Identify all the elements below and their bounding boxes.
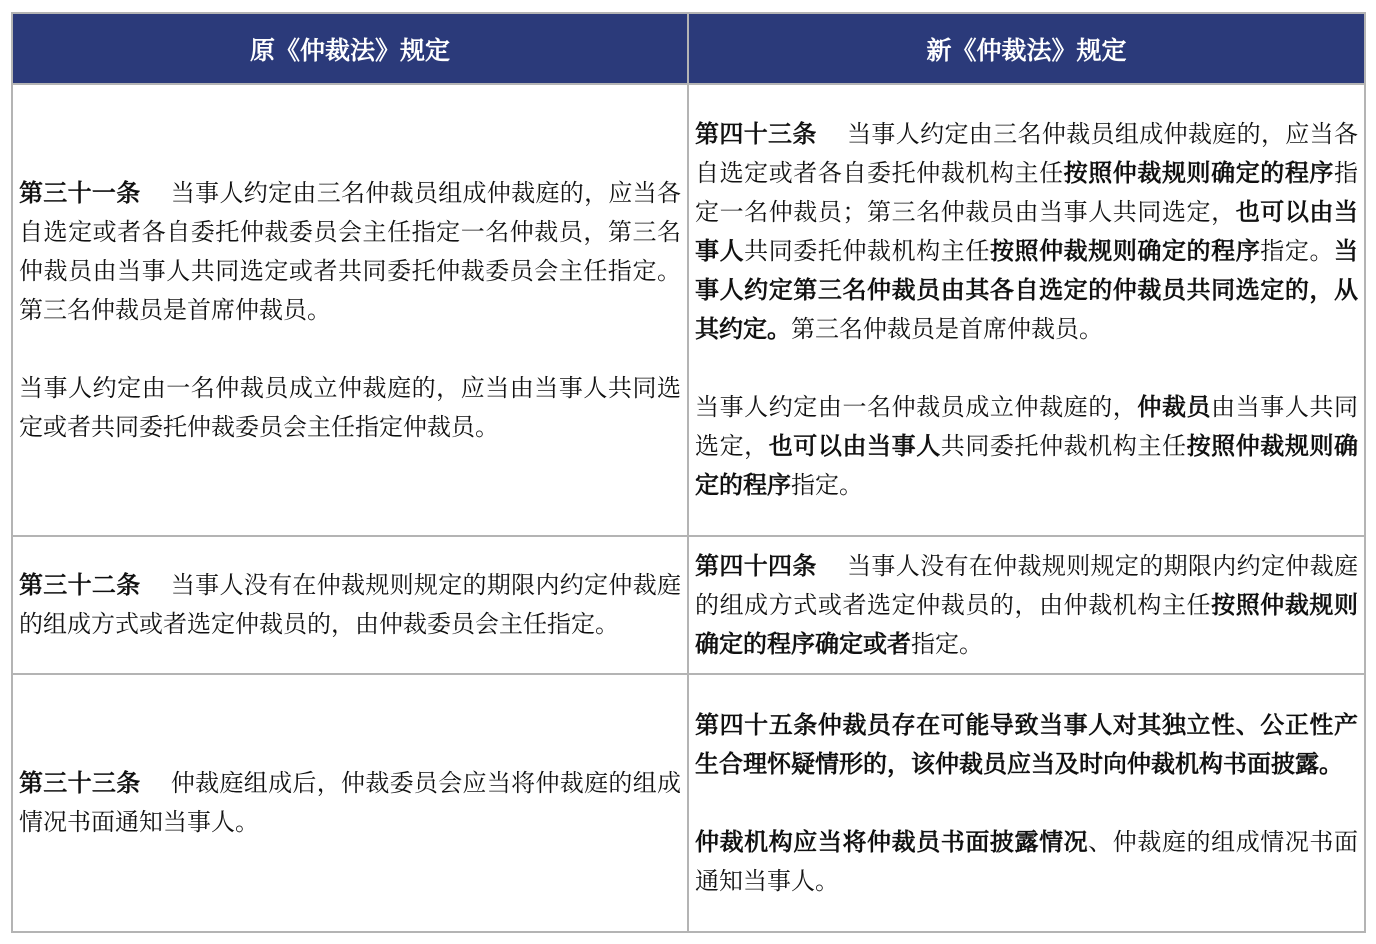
paragraph (695, 706, 1358, 784)
cell-new-article-44 (688, 536, 1365, 674)
text: 由当事人共同选定， (695, 393, 1359, 460)
bold-text: 按照仲裁规则确定的程序确定或者 (695, 590, 1359, 658)
text: 当事人约定由三名仲裁员组成仲裁庭的，应当各自选定或者各自委托仲裁委员会主任指定一名仲裁员，第三名仲裁员由当事人共同选定或者共同委托仲裁委员会主任指定。第三名仲裁员是首席仲裁员。 (19, 178, 682, 324)
bold-text: 第四十五条仲裁员存在可能导致当事人对其独立性、公正性产生合理怀疑情形的，该仲裁员应当及时向仲裁机构书面披露。 (695, 710, 1358, 778)
text: 、仲裁庭的组成情况书面通知当事人。 (695, 827, 1359, 895)
paragraph (19, 369, 681, 447)
bold-text: 第四十三条 (695, 120, 817, 148)
text: 当事人约定由三名仲裁员组成仲裁庭的，应当各自选定或者各自委托仲裁机构主任 (695, 120, 1359, 187)
bold-text: 也可以由当事人 (695, 198, 1359, 265)
cell-original-article-33 (12, 674, 688, 932)
text: 仲裁庭组成后，仲裁委员会应当将仲裁庭的组成情况书面通知当事人。 (19, 769, 682, 836)
text: 指定一名仲裁员；第三名仲裁员由当事人共同选定， (695, 159, 1359, 226)
text: 当事人约定由一名仲裁员成立仲裁庭的，应当由当事人共同选定或者共同委托仲裁委员会主任指定仲裁员。 (19, 373, 681, 441)
paragraph (19, 174, 681, 330)
text: 指定。 (791, 471, 863, 499)
bold-text: 仲裁员 (1137, 393, 1212, 421)
bold-text: 按照仲裁规则确定的程序 (695, 432, 1359, 499)
text: 共同委托仲裁机构主任 (940, 432, 1187, 460)
bold-text: 仲裁机构应当将仲裁员书面披露情况 (695, 827, 1089, 856)
bold-text: 第三十三条 (19, 769, 141, 797)
paragraph (695, 823, 1358, 901)
cell-original-article-31 (12, 84, 688, 536)
cell-original-article-32 (12, 536, 688, 674)
text: 指定。 (1260, 237, 1335, 265)
table-row (12, 84, 1365, 536)
cell-new-article-43 (688, 84, 1365, 536)
text: 当事人约定由一名仲裁员成立仲裁庭的， (695, 393, 1138, 421)
paragraph (19, 566, 681, 644)
bold-text: 第三十一条 (19, 178, 141, 207)
bold-text: 按照仲裁规则确定的程序 (989, 237, 1261, 265)
text: 共同委托仲裁机构主任 (744, 237, 990, 265)
cell-new-article-45 (688, 674, 1365, 932)
header-row (12, 13, 1365, 84)
bold-text: 也可以由当事人 (768, 432, 941, 460)
text: 第三名仲裁员是首席仲裁员。 (791, 315, 1103, 343)
header-original-law: 原《仲裁法》规定 (12, 13, 688, 84)
bold-text: 按照仲裁规则确定的程序 (1063, 159, 1335, 187)
text: 指定。 (911, 629, 983, 658)
text: 当事人没有在仲裁规则规定的期限内约定仲裁庭的组成方式或者选定仲裁员的，由仲裁机构主任 (695, 551, 1359, 619)
text: 当事人没有在仲裁规则规定的期限内约定仲裁庭的组成方式或者选定仲裁员的，由仲裁委员会主任指定。 (19, 571, 682, 638)
paragraph (695, 115, 1358, 349)
bold-text: 当事人约定第三名仲裁员由其各自选定的仲裁员共同选定的，从其约定。 (695, 237, 1359, 343)
bold-text: 第三十二条 (19, 571, 141, 599)
bold-text: 第四十四条 (695, 551, 817, 580)
paragraph (695, 388, 1358, 505)
header-new-law: 新《仲裁法》规定 (688, 13, 1365, 84)
paragraph (19, 764, 681, 842)
table-row (12, 536, 1365, 674)
paragraph (695, 547, 1358, 664)
table-row (12, 674, 1365, 932)
comparison-table (11, 12, 1366, 933)
